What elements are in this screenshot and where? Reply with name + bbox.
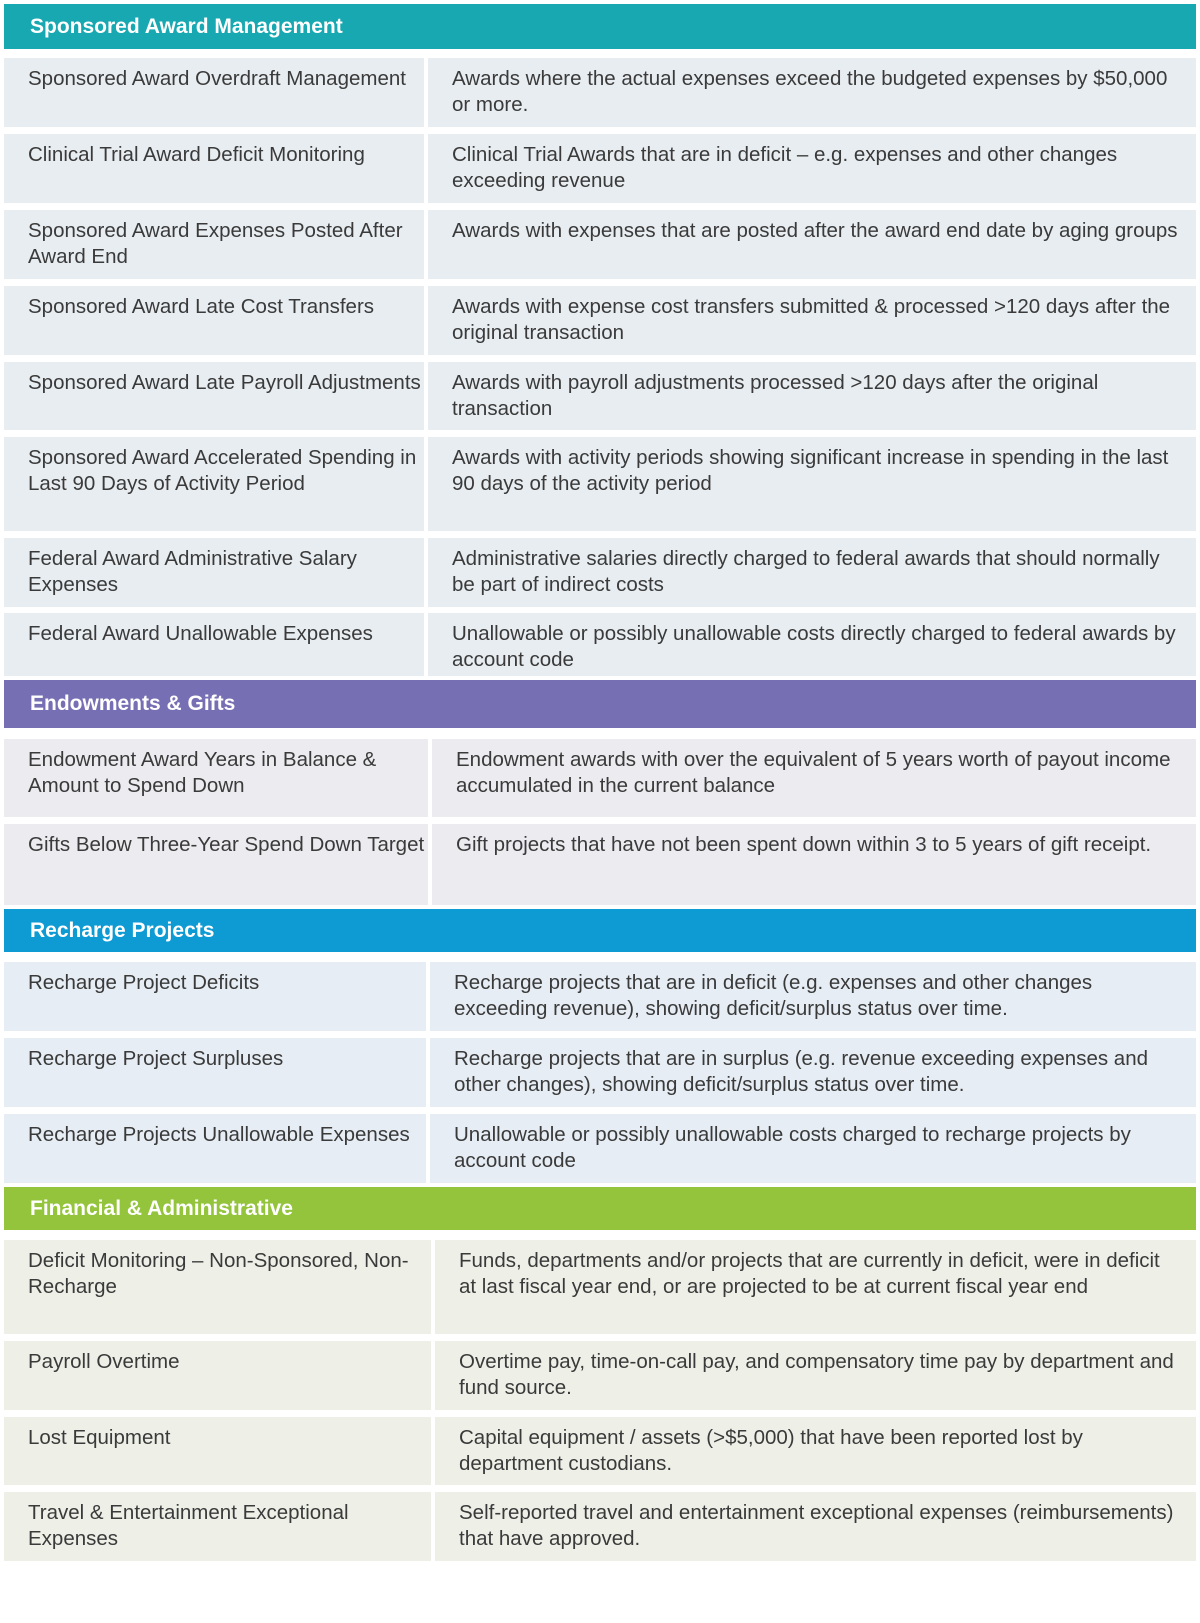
report-name-cell: Deficit Monitoring – Non-Sponsored, Non-Recharge (4, 1240, 431, 1334)
report-description-cell: Recharge projects that are in surplus (e.g. revenue exceeding expenses and other changes), showing deficit/surplus status over time. (430, 1038, 1196, 1107)
report-description-cell: Endowment awards with over the equivalent of 5 years worth of payout income accumulated in the current balance (432, 739, 1196, 817)
table-row (4, 1417, 1196, 1485)
report-description-cell: Gift projects that have not been spent down within 3 to 5 years of gift receipt. (432, 824, 1196, 905)
report-name-cell: Sponsored Award Overdraft Management (4, 58, 424, 127)
report-description-cell: Self-reported travel and entertainment exceptional expenses (reimbursements) that have approved. (435, 1492, 1196, 1561)
report-name-cell: Recharge Project Surpluses (4, 1038, 426, 1107)
report-name-cell: Recharge Projects Unallowable Expenses (4, 1114, 426, 1183)
table-row (4, 1038, 1196, 1107)
report-name-cell: Federal Award Unallowable Expenses (4, 613, 424, 676)
table-row (4, 210, 1196, 279)
table-row (4, 739, 1196, 817)
table-row (4, 613, 1196, 676)
report-name-cell: Sponsored Award Accelerated Spending in Last 90 Days of Activity Period (4, 437, 424, 531)
table-row (4, 437, 1196, 531)
report-description-cell: Awards with expense cost transfers submitted & processed >120 days after the original transaction (428, 286, 1196, 355)
table-row (4, 1492, 1196, 1561)
report-name-cell: Sponsored Award Expenses Posted After Award End (4, 210, 424, 279)
table-row (4, 134, 1196, 203)
report-name-cell: Endowment Award Years in Balance & Amount to Spend Down (4, 739, 428, 817)
report-name-cell: Sponsored Award Late Cost Transfers (4, 286, 424, 355)
table-row (4, 1114, 1196, 1183)
section-header-sponsored-award-management: Sponsored Award Management (4, 4, 1196, 49)
report-description-cell: Clinical Trial Awards that are in deficit – e.g. expenses and other changes exceeding revenue (428, 134, 1196, 203)
report-description-cell: Awards with activity periods showing significant increase in spending in the last 90 days of the activity period (428, 437, 1196, 531)
report-description-cell: Capital equipment / assets (>$5,000) that have been reported lost by department custodians. (435, 1417, 1196, 1485)
table-row (4, 962, 1196, 1031)
table-row (4, 824, 1196, 905)
report-description-cell: Awards with payroll adjustments processed >120 days after the original transaction (428, 362, 1196, 430)
report-name-cell: Sponsored Award Late Payroll Adjustments (4, 362, 424, 430)
table-row (4, 286, 1196, 355)
table-row (4, 1341, 1196, 1410)
table-row (4, 362, 1196, 430)
report-description-cell: Overtime pay, time-on-call pay, and compensatory time pay by department and fund source. (435, 1341, 1196, 1410)
report-name-cell: Federal Award Administrative Salary Expenses (4, 538, 424, 607)
report-name-cell: Recharge Project Deficits (4, 962, 426, 1031)
table-row (4, 538, 1196, 607)
report-name-cell: Lost Equipment (4, 1417, 431, 1485)
report-name-cell: Clinical Trial Award Deficit Monitoring (4, 134, 424, 203)
report-description-cell: Recharge projects that are in deficit (e.g. expenses and other changes exceeding revenue), showing deficit/surplus status over time. (430, 962, 1196, 1031)
section-header-endowments-gifts: Endowments & Gifts (4, 680, 1196, 728)
report-description-cell: Awards where the actual expenses exceed the budgeted expenses by $50,000 or more. (428, 58, 1196, 127)
table-row (4, 58, 1196, 127)
section-header-recharge-projects: Recharge Projects (4, 909, 1196, 952)
report-description-cell: Unallowable or possibly unallowable costs charged to recharge projects by account code (430, 1114, 1196, 1183)
report-name-cell: Gifts Below Three-Year Spend Down Target (4, 824, 428, 905)
section-header-financial-administrative: Financial & Administrative (4, 1187, 1196, 1230)
report-description-cell: Administrative salaries directly charged to federal awards that should normally be part of indirect costs (428, 538, 1196, 607)
report-description-cell: Awards with expenses that are posted after the award end date by aging groups (428, 210, 1196, 279)
report-description-cell: Unallowable or possibly unallowable costs directly charged to federal awards by account code (428, 613, 1196, 676)
report-name-cell: Payroll Overtime (4, 1341, 431, 1410)
report-description-cell: Funds, departments and/or projects that are currently in deficit, were in deficit at last fiscal year end, or are projected to be at current fiscal year end (435, 1240, 1196, 1334)
table-row (4, 1240, 1196, 1334)
report-name-cell: Travel & Entertainment Exceptional Expenses (4, 1492, 431, 1561)
